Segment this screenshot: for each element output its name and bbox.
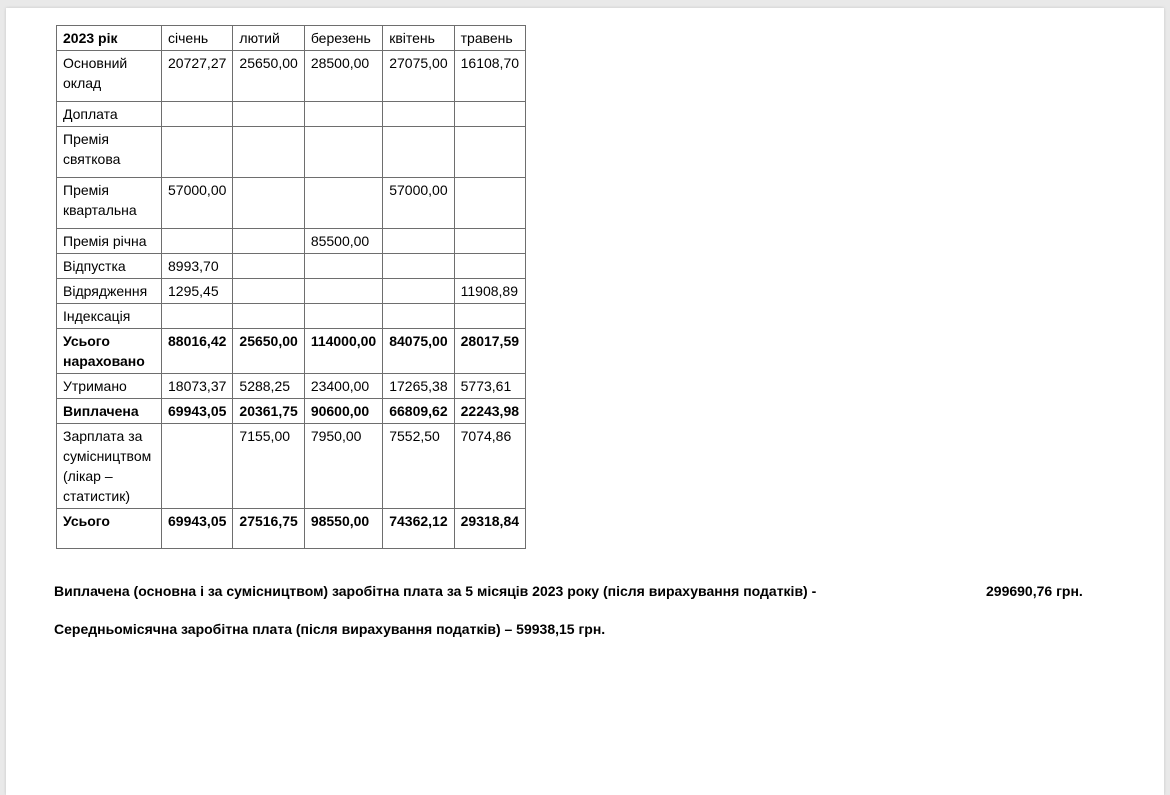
- table-cell: [383, 304, 454, 329]
- table-cell: 69943,05: [162, 509, 233, 549]
- table-cell: 74362,12: [383, 509, 454, 549]
- table-cell: 90600,00: [304, 399, 382, 424]
- table-cell: [233, 254, 304, 279]
- table-cell: [454, 127, 525, 178]
- table-cell: 1295,45: [162, 279, 233, 304]
- table-cell: 20727,27: [162, 51, 233, 102]
- table-cell: [162, 229, 233, 254]
- table-cell: [162, 102, 233, 127]
- table-cell: [233, 229, 304, 254]
- row-label: Премія святкова: [57, 127, 162, 178]
- table-cell: 27516,75: [233, 509, 304, 549]
- table-cell: 25650,00: [233, 329, 304, 374]
- row-label: Премія річна: [57, 229, 162, 254]
- row-label: Утримано: [57, 374, 162, 399]
- row-label: Відрядження: [57, 279, 162, 304]
- table-cell: 16108,70: [454, 51, 525, 102]
- table-row-total-accrued: [57, 329, 526, 374]
- table-row: [57, 279, 526, 304]
- table-cell: [233, 178, 304, 229]
- table-cell: 7950,00: [304, 424, 382, 509]
- table-cell: [454, 254, 525, 279]
- table-cell: 28500,00: [304, 51, 382, 102]
- table-row-total: [57, 509, 526, 549]
- row-label: Індексація: [57, 304, 162, 329]
- table-header-row: [57, 26, 526, 51]
- paid-summary-text: Виплачена (основна і за сумісництвом) заробітна плата за 5 місяців 2023 року (після вирахування податків) -: [54, 583, 817, 599]
- table-cell: [233, 304, 304, 329]
- table-cell: 28017,59: [454, 329, 525, 374]
- table-cell: [454, 229, 525, 254]
- table-cell: [233, 127, 304, 178]
- table-cell: [383, 229, 454, 254]
- paid-summary-amount: 299690,76 грн.: [986, 583, 1083, 599]
- row-label: Зарплата за сумісництвом (лікар – статистик): [57, 424, 162, 509]
- row-label: Основний оклад: [57, 51, 162, 102]
- document-page: [6, 8, 1164, 795]
- table-cell: 69943,05: [162, 399, 233, 424]
- table-cell: 5773,61: [454, 374, 525, 399]
- average-salary-text: Середньомісячна заробітна плата (після вирахування податків) – 59938,15 грн.: [54, 621, 606, 637]
- table-cell: 88016,42: [162, 329, 233, 374]
- table-cell: [162, 127, 233, 178]
- table-cell: [383, 102, 454, 127]
- row-label: Доплата: [57, 102, 162, 127]
- table-cell: 66809,62: [383, 399, 454, 424]
- table-cell: 25650,00: [233, 51, 304, 102]
- table-cell: 23400,00: [304, 374, 382, 399]
- table-cell: 18073,37: [162, 374, 233, 399]
- table-cell: [454, 178, 525, 229]
- table-cell: [233, 279, 304, 304]
- table-cell: 85500,00: [304, 229, 382, 254]
- header-cell: травень: [454, 26, 525, 51]
- table-row: [57, 424, 526, 509]
- table-cell: [304, 254, 382, 279]
- table-row: [57, 178, 526, 229]
- table-cell: 98550,00: [304, 509, 382, 549]
- table-cell: [454, 304, 525, 329]
- table-cell: 5288,25: [233, 374, 304, 399]
- table-cell: 20361,75: [233, 399, 304, 424]
- table-cell: 8993,70: [162, 254, 233, 279]
- salary-table: [56, 25, 526, 549]
- row-label: Усього нараховано: [57, 329, 162, 374]
- header-cell: березень: [304, 26, 382, 51]
- table-cell: [454, 102, 525, 127]
- table-cell: 7074,86: [454, 424, 525, 509]
- table-cell: 22243,98: [454, 399, 525, 424]
- table-row-paid: [57, 399, 526, 424]
- table-cell: 84075,00: [383, 329, 454, 374]
- average-salary-line: [54, 621, 605, 637]
- table-cell: 29318,84: [454, 509, 525, 549]
- table-row: [57, 102, 526, 127]
- table-cell: 57000,00: [383, 178, 454, 229]
- table-cell: [304, 127, 382, 178]
- table-cell: 11908,89: [454, 279, 525, 304]
- table-row: [57, 374, 526, 399]
- table-cell: 17265,38: [383, 374, 454, 399]
- table-cell: [383, 254, 454, 279]
- table-cell: [383, 127, 454, 178]
- table-cell: 27075,00: [383, 51, 454, 102]
- header-cell: січень: [162, 26, 233, 51]
- row-label: Виплачена: [57, 399, 162, 424]
- table-cell: [304, 102, 382, 127]
- paid-summary-line: [54, 583, 1083, 599]
- table-cell: 114000,00: [304, 329, 382, 374]
- table-row: [57, 127, 526, 178]
- table-cell: [162, 304, 233, 329]
- header-cell: лютий: [233, 26, 304, 51]
- table-row: [57, 51, 526, 102]
- table-row: [57, 229, 526, 254]
- table-cell: 7552,50: [383, 424, 454, 509]
- table-row: [57, 304, 526, 329]
- header-cell: квітень: [383, 26, 454, 51]
- table-row: [57, 254, 526, 279]
- row-label: Премія квартальна: [57, 178, 162, 229]
- table-cell: [304, 178, 382, 229]
- table-cell: [233, 102, 304, 127]
- table-cell: [304, 304, 382, 329]
- row-label: Відпустка: [57, 254, 162, 279]
- table-cell: 57000,00: [162, 178, 233, 229]
- table-cell: [383, 279, 454, 304]
- table-cell: [162, 424, 233, 509]
- table-cell: 7155,00: [233, 424, 304, 509]
- row-label: Усього: [57, 509, 162, 549]
- header-cell: 2023 рік: [57, 26, 162, 51]
- table-cell: [304, 279, 382, 304]
